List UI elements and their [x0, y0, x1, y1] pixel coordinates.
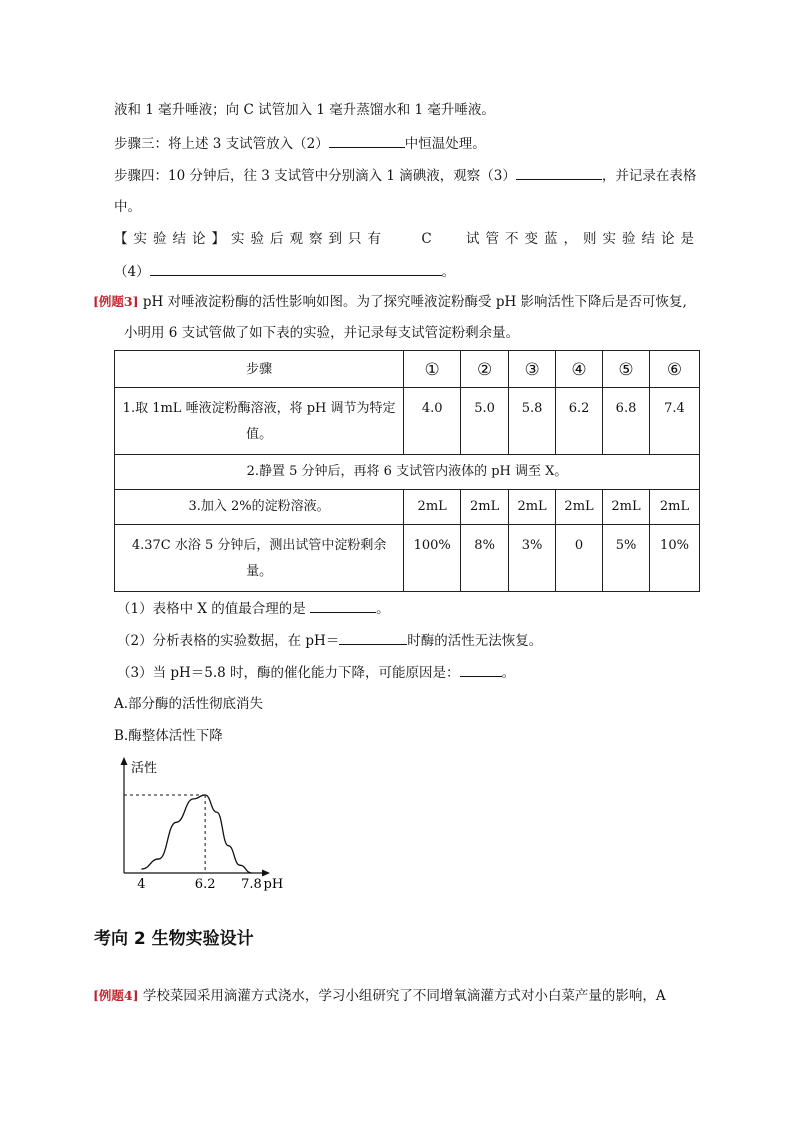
example3-intro: [例题3] pH 对唾液淀粉酶的活性影响如图。为了探究唾液淀粉酶受 pH 影响活性下降后是否可恢复, [93, 294, 687, 310]
header-tube: ② [461, 351, 509, 388]
answer-blank-3[interactable] [516, 165, 602, 180]
cell-value: 2mL [650, 490, 700, 525]
table-row [115, 388, 700, 455]
row-label: 3.加入 2%的淀粉溶液。 [115, 490, 404, 525]
cell-value: 6.8 [603, 388, 650, 455]
cell-value: 2mL [404, 490, 461, 525]
table-row [115, 455, 700, 490]
option-b: B.酶整体活性下降 [114, 728, 223, 744]
cell-value: 100% [404, 525, 461, 592]
conclusion-answer: （4） 。 [114, 261, 455, 282]
table-row [115, 490, 700, 525]
question-2: （2）分析表格的实验数据，在 pH＝ 时酶的活性无法恢复。 [117, 630, 542, 651]
answer-blank-4[interactable] [150, 261, 442, 276]
question-1: （1）表格中 X 的值最合理的是 。 [117, 598, 390, 619]
header-tube: ⑥ [650, 351, 700, 388]
answer-blank-2[interactable] [329, 133, 405, 148]
cell-value: 2mL [603, 490, 650, 525]
cell-value: 10% [650, 525, 700, 592]
question-3: （3）当 pH＝5.8 时，酶的催化能力下降，可能原因是： 。 [117, 662, 515, 683]
example-tag: [例题4] [93, 988, 139, 1003]
text-line: 液和 1 毫升唾液；向 C 试管加入 1 毫升蒸馏水和 1 毫升唾液。 [114, 102, 495, 118]
activity-curve [141, 795, 251, 873]
ph-activity-chart [110, 755, 284, 895]
cell-value: 7.4 [650, 388, 700, 455]
answer-blank-q1[interactable] [310, 598, 376, 613]
header-step: 步骤 [115, 351, 404, 388]
cell-value: 2mL [556, 490, 603, 525]
header-tube: ① [404, 351, 461, 388]
header-tube: ⑤ [603, 351, 650, 388]
row-label: 4.37C 水浴 5 分钟后，测出试管中淀粉剩余 量。 [115, 525, 404, 592]
x-tick-label: 4 [137, 877, 146, 892]
cell-value: 4.0 [404, 388, 461, 455]
cell-value: 8% [461, 525, 509, 592]
example3-intro-cont: 小明用 6 支试管做了如下表的实验，并记录每支试管淀粉剩余量。 [124, 325, 520, 341]
header-tube: ④ [556, 351, 603, 388]
x-tick-label: 7.8 [241, 877, 262, 892]
cell-value: 3% [509, 525, 556, 592]
header-tube: ③ [509, 351, 556, 388]
answer-blank-q3[interactable] [460, 662, 502, 677]
cell-value: 2mL [461, 490, 509, 525]
y-axis-label: 活性 [131, 761, 158, 776]
conclusion-line: 【实验结论】实验后观察到只有 C 试管不变蓝，则实验结论是 [114, 231, 700, 247]
table-row [115, 525, 700, 592]
cell-value: 2mL [509, 490, 556, 525]
cell-value: 5% [603, 525, 650, 592]
example4-intro: [例题4] 学校菜园采用滴灌方式浇水，学习小组研究了不同增氧滴灌方式对小白菜产量的影响，A [93, 988, 666, 1004]
answer-blank-q2[interactable] [339, 630, 407, 645]
cell-value: 5.8 [509, 388, 556, 455]
section-title: 考向 2 生物实验设计 [94, 929, 254, 949]
step-four: 步骤四：10 分钟后，往 3 支试管中分别滴入 1 滴碘液，观察（3） ，并记录在表格 [114, 165, 696, 186]
x-tick-label: 6.2 [194, 877, 216, 892]
x-tick-labels [137, 877, 283, 892]
step-four-cont: 中。 [114, 199, 141, 215]
x-axis-arrow-icon [262, 870, 270, 877]
cell-value: 5.0 [461, 388, 509, 455]
x-axis-label: pH [263, 877, 284, 892]
table-header-row [115, 351, 700, 388]
option-a: A.部分酶的活性彻底消失 [114, 696, 264, 712]
cell-value: 6.2 [556, 388, 603, 455]
experiment-table [114, 350, 700, 592]
cell-value: 0 [556, 525, 603, 592]
y-axis-arrow-icon [121, 757, 128, 765]
row-label: 1.取 1mL 唾液淀粉酶溶液，将 pH 调节为特定 值。 [115, 388, 404, 455]
row-merged: 2.静置 5 分钟后，再将 6 支试管内液体的 pH 调至 X。 [115, 455, 700, 490]
example-tag: [例题3] [93, 294, 139, 309]
step-three: 步骤三：将上述 3 支试管放入（2） 中恒温处理。 [114, 133, 486, 154]
